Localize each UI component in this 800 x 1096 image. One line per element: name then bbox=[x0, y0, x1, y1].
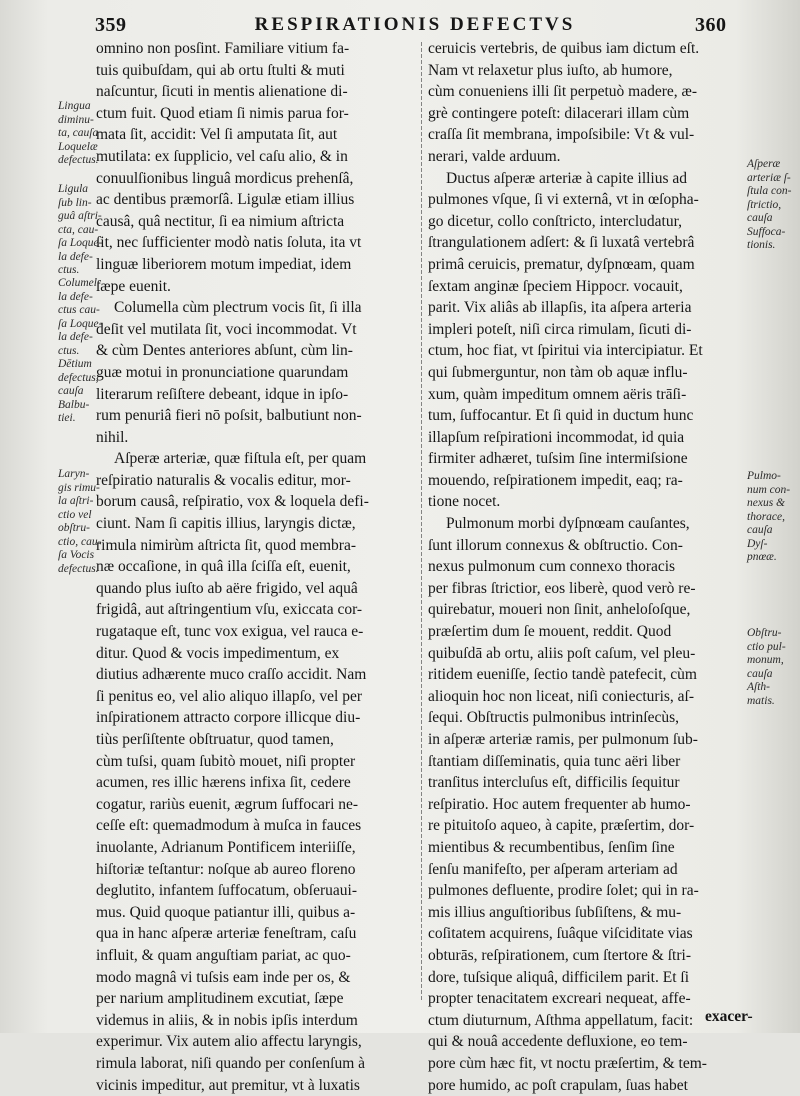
margin-note-line: ctio vel bbox=[58, 509, 96, 523]
right-text-column bbox=[428, 38, 744, 1096]
text-line: linguæ liberiorem motum impediat, idem bbox=[96, 254, 412, 276]
text-line: alioquin hoc non liceat, niſi coniecturis, aſ- bbox=[428, 686, 744, 708]
text-line: naſcuntur, ſicuti in mentis alienatione di- bbox=[96, 81, 412, 103]
text-line: hiſtoriæ teſtantur: noſque ab aureo floreno bbox=[96, 859, 412, 881]
catchword: exacer- bbox=[705, 1008, 753, 1026]
text-line: ctum, hoc fiat, vt ſpiritui via intercipiatur. Et bbox=[428, 340, 744, 362]
text-line: conuulſionibus linguâ mordicus prehenſâ, bbox=[96, 168, 412, 190]
margin-note bbox=[58, 468, 96, 576]
text-line: næ occaſione, in quâ illa ſciſſa eſt, euenit, bbox=[96, 556, 412, 578]
text-line: per narium amplitudinem excutiat, ſæpe bbox=[96, 988, 412, 1010]
margin-note bbox=[747, 627, 797, 708]
text-line: ſit, nec ſufficienter modò natis ſoluta, ita vt bbox=[96, 232, 412, 254]
margin-note-line: ctus. bbox=[58, 264, 96, 278]
margin-note-line: monum, bbox=[747, 654, 797, 668]
text-line: cùm conueniens illi ſit perpetuò madere, æ- bbox=[428, 81, 744, 103]
margin-note-line: ctus. bbox=[58, 345, 96, 359]
text-line: grè contingere poteſt: dilacerari illam cùm bbox=[428, 103, 744, 125]
text-line: pore humido, ac poſt crapulam, ſuas habet bbox=[428, 1075, 744, 1096]
text-line: tiùs perſiſtente obſtruatur, quod tamen, bbox=[96, 729, 412, 751]
text-line: parit. Vix aliâs ab illapſis, ita aſpera arteria bbox=[428, 297, 744, 319]
margin-note-line: ſa Loque- bbox=[58, 318, 96, 332]
text-line: ctum diuturnum, Aſthma appellatum, facit: bbox=[428, 1010, 744, 1032]
margin-note-line: Dyſ- bbox=[747, 538, 797, 552]
text-line: Nam vt relaxetur plus iuſto, ab humore, bbox=[428, 60, 744, 82]
text-line: influit, & quam anguſtiam pariat, ac quo- bbox=[96, 945, 412, 967]
text-line: Columella cùm plectrum vocis ſit, ſi illa bbox=[96, 297, 412, 319]
margin-note-line: ſa Loque- bbox=[58, 237, 96, 251]
margin-note-line: defectus. bbox=[58, 154, 96, 168]
margin-note-line: obſtru- bbox=[58, 522, 96, 536]
margin-note-line: defectus. bbox=[58, 563, 96, 577]
text-line: reſpiratio. Hoc autem frequenter ab humo- bbox=[428, 794, 744, 816]
text-line: coſitatem acquirens, ſuâque viſciditate vias bbox=[428, 923, 744, 945]
text-line: ditur. Quod & vocis impedimentum, ex bbox=[96, 643, 412, 665]
text-line: qua in hanc aſperæ arteriæ feneſtram, caſu bbox=[96, 923, 412, 945]
margin-note-line: ctus cau- bbox=[58, 304, 96, 318]
text-line: experimur. Vix autem alio affectu laryngis, bbox=[96, 1031, 412, 1053]
text-line: illapſum reſpirationi incommodat, id quia bbox=[428, 427, 744, 449]
text-line: quirebatur, moueri non ſinit, anheloſoſque, bbox=[428, 599, 744, 621]
text-line: propter tenacitatem excreari nequeat, affe- bbox=[428, 988, 744, 1010]
text-line: acumen, res illic hærens infixa ſit, cedere bbox=[96, 772, 412, 794]
text-line: quando plus iuſto ab aëre frigido, vel aquâ bbox=[96, 578, 412, 600]
margin-note-line: defectus, bbox=[58, 372, 96, 386]
margin-note-line: Aſperæ bbox=[747, 158, 797, 172]
margin-note-line: guâ aſtri- bbox=[58, 210, 96, 224]
right-page-number: 360 bbox=[695, 14, 727, 37]
text-line: ſenſu manifeſto, per aſperam arteriam ad bbox=[428, 859, 744, 881]
text-line: frigidâ, aut aſtringentium vſu, exiccata cor- bbox=[96, 599, 412, 621]
text-line: pore cùm hæc fit, vt noctu præſertim, & tem- bbox=[428, 1053, 744, 1075]
text-line: ciunt. Nam ſi capitis illius, laryngis dictæ, bbox=[96, 513, 412, 535]
text-line: modo magnâ vi tuſsis eam inde per os, & bbox=[96, 967, 412, 989]
margin-note bbox=[58, 358, 96, 426]
margin-note bbox=[58, 183, 96, 278]
text-line: pulmones defluente, prodire ſolet; qui in ra- bbox=[428, 880, 744, 902]
margin-note-line: ctio pul- bbox=[747, 641, 797, 655]
margin-note-line: num con- bbox=[747, 484, 797, 498]
text-line: rugataque eſt, tunc vox exigua, vel rauca e- bbox=[96, 621, 412, 643]
text-line: omnino non posſint. Familiare vitium fa- bbox=[96, 38, 412, 60]
margin-note-line: Suffoca- bbox=[747, 226, 797, 240]
text-line: ctum fuit. Quod etiam ſi nimis parua for- bbox=[96, 103, 412, 125]
margin-note-line: nexus & bbox=[747, 497, 797, 511]
text-line: qui & nouâ accedente defluxione, eo tem- bbox=[428, 1031, 744, 1053]
text-line: cùm tuſsi, quam ſubitò mouet, niſi propter bbox=[96, 751, 412, 773]
text-line: causâ, quâ nectitur, ſi ea nimium aſtricta bbox=[96, 211, 412, 233]
margin-note-line: la defe- bbox=[58, 331, 96, 345]
text-line: diutius adhærente muco craſſo accidit. Nam bbox=[96, 664, 412, 686]
margin-note-line: Pulmo- bbox=[747, 470, 797, 484]
text-line: ſunt illorum connexus & obſtructio. Con- bbox=[428, 535, 744, 557]
text-line: rimula nimirùm aſtricta ſit, quod membra- bbox=[96, 535, 412, 557]
column-divider bbox=[421, 42, 422, 1002]
text-line: nihil. bbox=[96, 427, 412, 449]
text-line: borum causâ, reſpiratio, vox & loquela defi- bbox=[96, 491, 412, 513]
margin-note-line: cauſa bbox=[58, 385, 96, 399]
text-line: inſpirationem attracto corpore illicque diu- bbox=[96, 707, 412, 729]
margin-note-line: cauſa bbox=[747, 524, 797, 538]
margin-note-line: cauſa bbox=[747, 212, 797, 226]
margin-note-line: arteriæ ſ- bbox=[747, 172, 797, 186]
margin-note-line: Lingua bbox=[58, 100, 96, 114]
text-line: literarum reſiſtere debeant, idque in ipſo- bbox=[96, 384, 412, 406]
margin-note-line: la aſtri- bbox=[58, 495, 96, 509]
text-line: qui ſubmerguntur, non tàm ob aquæ influ- bbox=[428, 362, 744, 384]
margin-note bbox=[747, 158, 797, 253]
margin-note-line: Columel- bbox=[58, 277, 96, 291]
margin-note-line: ſa Vocis bbox=[58, 549, 96, 563]
margin-note bbox=[58, 277, 96, 358]
text-line: inuolante, Adrianum Pontificem interiiſſe, bbox=[96, 837, 412, 859]
text-line: deglutito, infantem ſuffocatum, obſeruaui- bbox=[96, 880, 412, 902]
text-line: Ductus aſperæ arteriæ à capite illius ad bbox=[428, 168, 744, 190]
text-line: firmiter adhæret, tuſsim ſine intermiſsione bbox=[428, 448, 744, 470]
margin-note-line: Laryn- bbox=[58, 468, 96, 482]
text-line: ſequi. Obſtructis pulmonibus intrinſecùs, bbox=[428, 707, 744, 729]
text-line: ceruicis vertebris, de quibus iam dictum eſt. bbox=[428, 38, 744, 60]
text-line: mouendo, reſpirationem impedit, eaq; ra- bbox=[428, 470, 744, 492]
text-line: craſſa ſit membrana, impoſsibile: Vt & vul- bbox=[428, 124, 744, 146]
margin-note-line: ta, cauſa bbox=[58, 127, 96, 141]
margin-note bbox=[58, 100, 96, 168]
text-line: xum, quàm impeditum omnem aëris trāſi- bbox=[428, 384, 744, 406]
margin-note-line: Balbu- bbox=[58, 399, 96, 413]
text-line: guæ motui in pronunciatione quarundam bbox=[96, 362, 412, 384]
text-line: rum penuriâ fieri nō poſsit, balbutiunt non- bbox=[96, 405, 412, 427]
text-line: ſtrangulationem adſert: & ſi luxatâ vertebrâ bbox=[428, 232, 744, 254]
left-page-number: 359 bbox=[95, 14, 127, 37]
margin-note-line: tiei. bbox=[58, 412, 96, 426]
text-line: primâ ceruicis, prematur, dyſpnœam, quam bbox=[428, 254, 744, 276]
margin-note-line: Aſth- bbox=[747, 681, 797, 695]
text-line: quibuſdā ab ortu, aliis poſt caſum, vel pleu- bbox=[428, 643, 744, 665]
text-line: tione nocet. bbox=[428, 491, 744, 513]
text-line: obturās, reſpirationem, cum ſtertore & ſtri- bbox=[428, 945, 744, 967]
margin-note-line: cauſa bbox=[747, 668, 797, 682]
text-line: Aſperæ arteriæ, quæ fiſtula eſt, per quam bbox=[96, 448, 412, 470]
margin-note-line: ſtrictio, bbox=[747, 199, 797, 213]
text-line: go dicetur, collo conſtricto, intercludatur, bbox=[428, 211, 744, 233]
text-line: nexus pulmonum cum connexo thoracis bbox=[428, 556, 744, 578]
margin-note-line: Ligula bbox=[58, 183, 96, 197]
text-line: & cùm Dentes anteriores abſunt, cùm lin- bbox=[96, 340, 412, 362]
text-line: reſpiratio naturalis & vocalis editur, mor- bbox=[96, 470, 412, 492]
text-line: Pulmonum morbi dyſpnœam cauſantes, bbox=[428, 513, 744, 535]
text-line: per fibras ſtrictior, eos liberè, quod verò re- bbox=[428, 578, 744, 600]
text-line: ſextam anginæ ſpeciem Hippocr. vocauit, bbox=[428, 276, 744, 298]
text-line: pulmones vſque, ſi vi externâ, vt in œſopha- bbox=[428, 189, 744, 211]
text-line: vicinis impeditur, aut premitur, vt à luxatis bbox=[96, 1075, 412, 1096]
text-line: mus. Quid quoque patiantur illi, quibus a- bbox=[96, 902, 412, 924]
running-title: RESPIRATIONIS DEFECTVS bbox=[205, 14, 625, 36]
margin-note-line: matis. bbox=[747, 695, 797, 709]
margin-note-line: ſub lin- bbox=[58, 197, 96, 211]
margin-note bbox=[747, 470, 797, 565]
margin-note-line: Obſtru- bbox=[747, 627, 797, 641]
margin-note-line: Loquelæ bbox=[58, 141, 96, 155]
margin-note-line: cta, cau- bbox=[58, 224, 96, 238]
text-line: mata ſit, accidit: Vel ſi amputata ſit, aut bbox=[96, 124, 412, 146]
text-line: deſit vel mutilata ſit, voci incommodat. Vt bbox=[96, 319, 412, 341]
text-line: re pituitoſo aqueo, à capite, præſertim, dor- bbox=[428, 815, 744, 837]
margin-note-line: gis rimu- bbox=[58, 482, 96, 496]
text-line: ſi penitus eo, vel alio aliquo illapſo, vel per bbox=[96, 686, 412, 708]
text-line: rimula laborat, niſi quando per conſenſum à bbox=[96, 1053, 412, 1075]
text-line: in aſperæ arteriæ ramis, per pulmonum ſub- bbox=[428, 729, 744, 751]
text-line: ceſſe eſt: quemadmodum à muſca in fauces bbox=[96, 815, 412, 837]
text-line: impleri poteſt, niſi circa rimulam, ſicuti di- bbox=[428, 319, 744, 341]
margin-note-line: la defe- bbox=[58, 251, 96, 265]
text-line: mis illius anguſtioribus ſubſiſtens, & mu- bbox=[428, 902, 744, 924]
text-line: ritidem eueniſſe, ſectio tandè patefecit, cùm bbox=[428, 664, 744, 686]
text-line: dore, tuſsique aliquâ, difficilem parit. Et ſi bbox=[428, 967, 744, 989]
text-line: nerari, valde arduum. bbox=[428, 146, 744, 168]
margin-note-line: ſtula con- bbox=[747, 185, 797, 199]
text-line: præſertim dum ſe mouent, reddit. Quod bbox=[428, 621, 744, 643]
text-line: videmus in aliis, & in nobis ipſis interdum bbox=[96, 1010, 412, 1032]
text-line: tranſitus intercluſus eſt, difficilis ſequitur bbox=[428, 772, 744, 794]
text-line: tuis quibuſdam, qui ab ortu ſtulti & muti bbox=[96, 60, 412, 82]
text-line: ac dentibus præmorſâ. Ligulæ etiam illius bbox=[96, 189, 412, 211]
left-text-column bbox=[96, 38, 412, 1096]
margin-note-line: thorace, bbox=[747, 511, 797, 525]
margin-note-line: Dētium bbox=[58, 358, 96, 372]
margin-note-line: tionis. bbox=[747, 239, 797, 253]
text-line: tum, ſuffocantur. Et ſi quid in ductum hunc bbox=[428, 405, 744, 427]
text-line: mutilata: ex ſupplicio, vel caſu alio, & in bbox=[96, 146, 412, 168]
text-line: cogatur, rariùs euenit, ægrum ſuffocari ne- bbox=[96, 794, 412, 816]
margin-note-line: pnœæ. bbox=[747, 551, 797, 565]
margin-note-line: diminu- bbox=[58, 114, 96, 128]
margin-note-line: ctio, cau- bbox=[58, 536, 96, 550]
text-line: mientibus & recumbentibus, ſenſim ſine bbox=[428, 837, 744, 859]
text-line: ſæpe euenit. bbox=[96, 276, 412, 298]
margin-note-line: la defe- bbox=[58, 291, 96, 305]
text-line: ſtantiam diſſeminatis, quia tunc aëri liber bbox=[428, 751, 744, 773]
